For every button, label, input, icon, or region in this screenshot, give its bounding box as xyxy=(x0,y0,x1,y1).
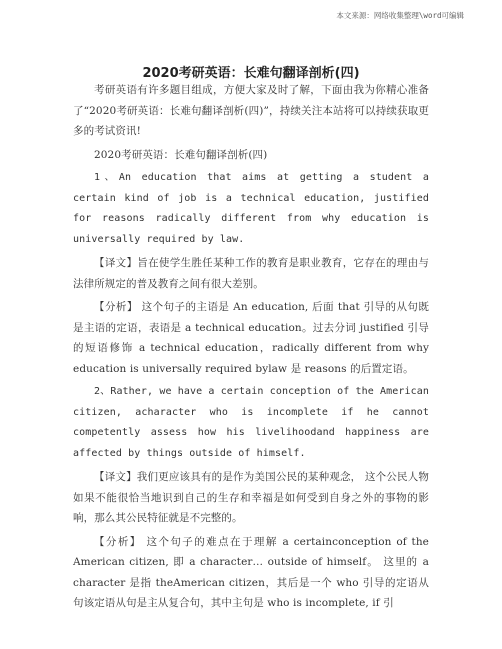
page-title: 2020考研英语：长难句翻译剖析(四) xyxy=(142,66,360,81)
sentence-2-paragraph: 2、Rather, we have a certain conception of the American citizen, acharacter who is incomplete if he cannot competently assess how his livelihoodand happiness are affected by things outside of himself. xyxy=(73,386,429,459)
analysis-2-paragraph: 【分析】 这个句子的难点在于理解 a certainconception of the American citizen, 即 a character… outside of himself。 这里的 a character 是指 theAmerican citizen，其后是一个 who 引导的定语从句该定语从句是主从复合句，其中主句是 who is incomplete, if 引 xyxy=(73,535,429,609)
analysis-1-paragraph: 【分析】 这个句子的主语是 An education, 后面 that 引导的从句既是主语的定语，表语是 a technical education。过去分词 justified 引导的短语修饰 a technical education，radically different from why education is universally required bylaw 是 reasons 的后置定语。 xyxy=(73,301,429,375)
subtitle-paragraph: 2020考研英语：长难句翻译剖析(四) xyxy=(94,148,268,161)
intro-paragraph: 考研英语有许多题目组成，方便大家及时了解，下面由我为你精心准备了“2020考研英语：长难句翻译剖析(四)”，持续关注本站将可以持续获取更多的考试资讯! xyxy=(73,84,429,137)
translation-1-paragraph: 【译文】旨在使学生胜任某种工作的教育是职业教育，它存在的理由与法律所规定的普及教育之间有很大差别。 xyxy=(73,257,429,290)
document-body xyxy=(73,80,429,614)
translation-2-paragraph: 【译文】我们更应该具有的是作为美国公民的某种观念， 这个公民人物如果不能很恰当地识到自己的生存和幸福是如何受到自身之外的事物的影响，那么其公民特征就是不完整的。 xyxy=(73,471,429,524)
header-note: 本文来源：网络收集整理\word可编辑 xyxy=(336,11,464,20)
sentence-1-paragraph: 1、An education that aims at getting a student a certain kind of job is a technical education, justified for reasons radically different from why education is universally required by law. xyxy=(73,172,429,245)
